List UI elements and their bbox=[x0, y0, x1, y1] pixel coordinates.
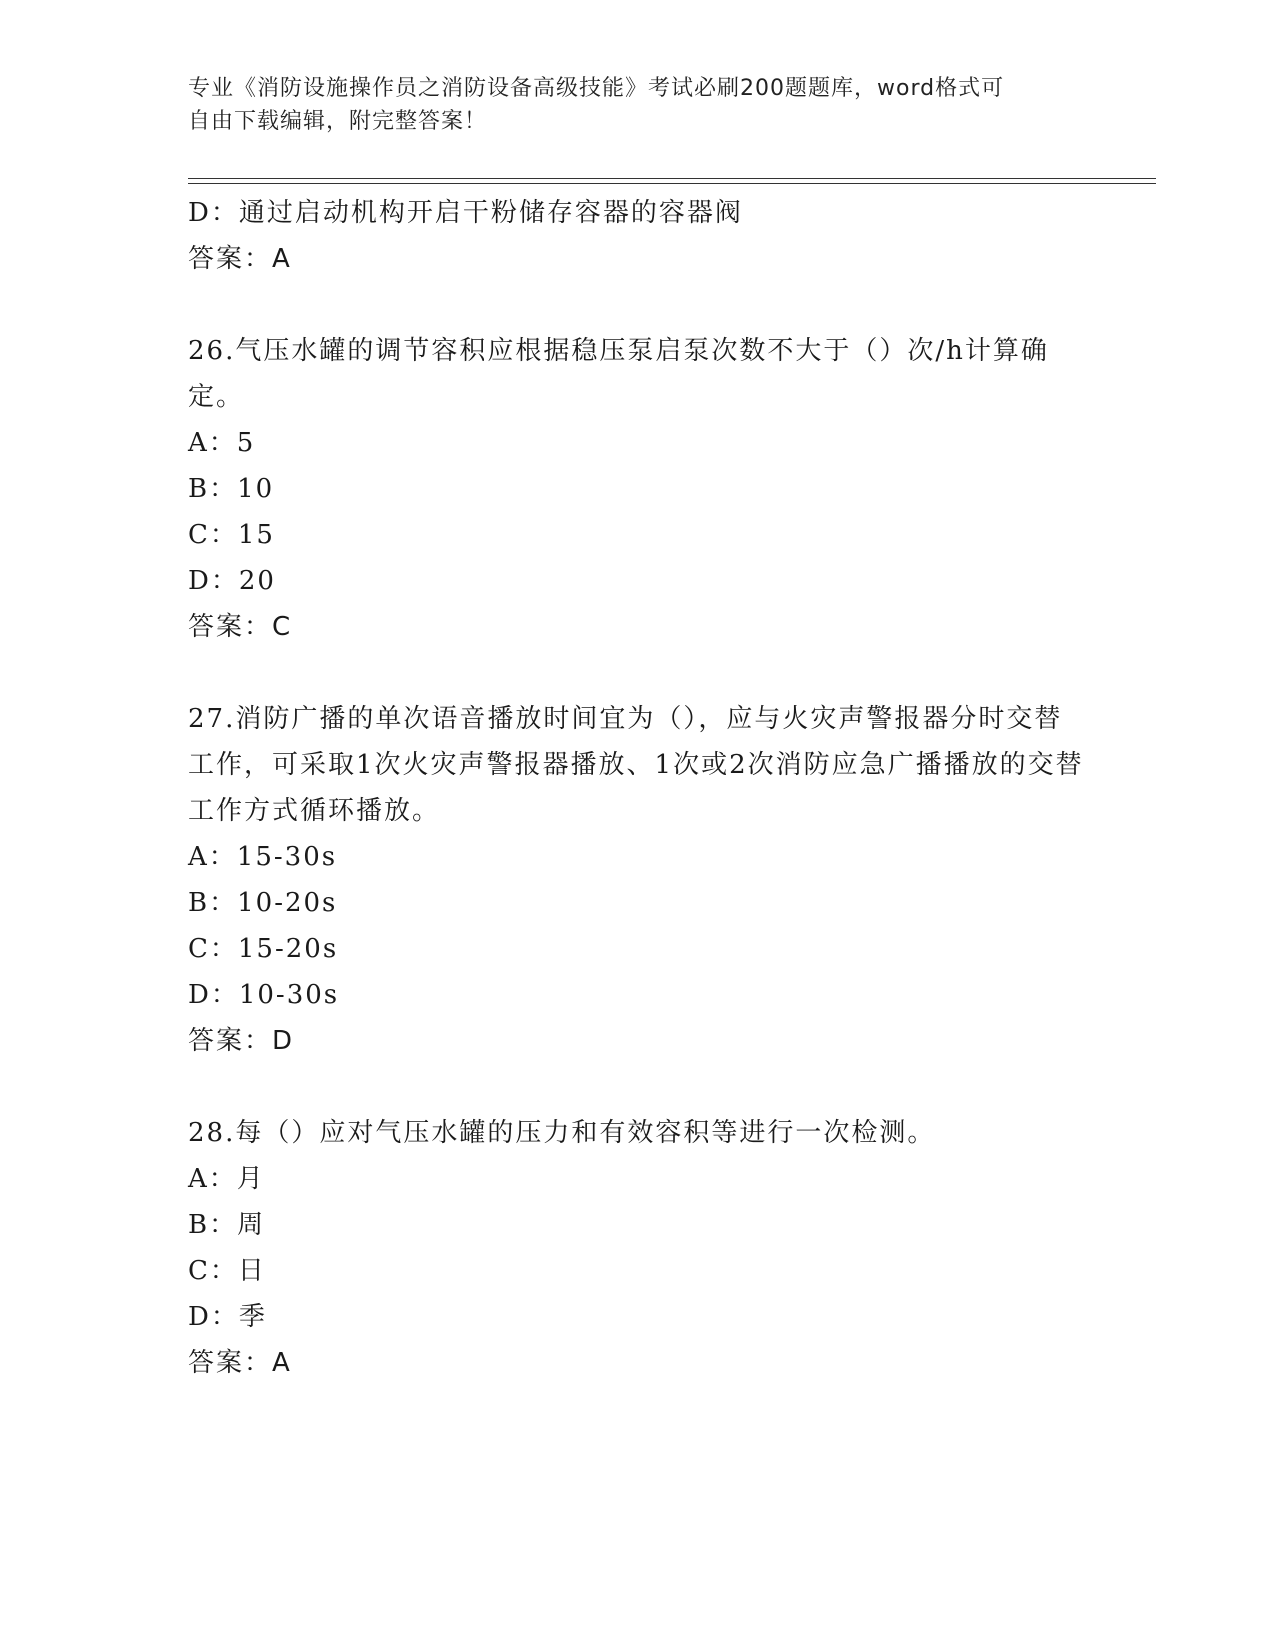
question-block-28 bbox=[188, 1110, 1088, 1386]
question-text: 27.消防广播的单次语音播放时间宜为（），应与火灾声警报器分时交替工作，可采取1次火灾声警报器播放、1次或2次消防应急广播播放的交替工作方式循环播放。 bbox=[188, 704, 1084, 826]
answer-line: 答案：A bbox=[188, 1348, 292, 1378]
option-c: C：15 bbox=[188, 520, 275, 550]
document-header bbox=[188, 72, 1088, 138]
spacer bbox=[188, 650, 1088, 696]
header-divider-top bbox=[188, 178, 1156, 179]
option-d: D：通过启动机构开启干粉储存容器的容器阀 bbox=[188, 198, 743, 228]
answer-line: 答案：A bbox=[188, 244, 292, 274]
option-a: A：15-30s bbox=[188, 842, 338, 872]
question-block-27 bbox=[188, 696, 1088, 1064]
option-d: D：季 bbox=[188, 1302, 267, 1332]
option-b: B：周 bbox=[188, 1210, 266, 1240]
question-text: 26.气压水罐的调节容积应根据稳压泵启泵次数不大于（）次/h计算确定。 bbox=[188, 336, 1049, 412]
question-block-26 bbox=[188, 328, 1088, 650]
header-title-line1: 专业《消防设施操作员之消防设备高级技能》考试必刷200题题库，word格式可 bbox=[188, 76, 1005, 101]
spacer bbox=[188, 282, 1088, 328]
header-divider-bottom bbox=[188, 183, 1156, 184]
option-b: B：10-20s bbox=[188, 888, 338, 918]
option-b: B：10 bbox=[188, 474, 275, 504]
question-list bbox=[188, 190, 1088, 1386]
header-title-line2: 自由下载编辑，附完整答案！ bbox=[188, 109, 488, 134]
option-d: D：10-30s bbox=[188, 980, 340, 1010]
question-text: 28.每（）应对气压水罐的压力和有效容积等进行一次检测。 bbox=[188, 1118, 936, 1148]
option-a: A：5 bbox=[188, 428, 256, 458]
option-a: A：月 bbox=[188, 1164, 265, 1194]
answer-line: 答案：D bbox=[188, 1026, 295, 1056]
option-c: C：日 bbox=[188, 1256, 266, 1286]
answer-line: 答案：C bbox=[188, 612, 293, 642]
spacer bbox=[188, 1064, 1088, 1110]
option-d: D：20 bbox=[188, 566, 276, 596]
option-c: C：15-20s bbox=[188, 934, 339, 964]
question-block-prev bbox=[188, 190, 1088, 282]
